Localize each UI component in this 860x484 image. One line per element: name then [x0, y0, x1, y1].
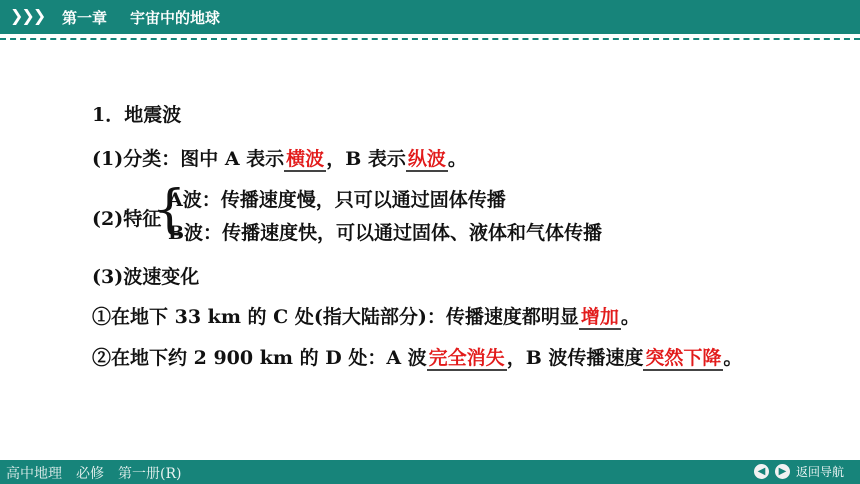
header-bar: [0, 0, 860, 34]
brace-icon: {: [153, 180, 187, 240]
next-arrow-icon[interactable]: ▶: [775, 464, 790, 479]
speed-d-mid: ，B 波传播速度: [506, 347, 644, 369]
answer-blank-d1: 完全消失: [428, 347, 505, 369]
header-divider: [0, 38, 860, 40]
speed-c-end: 。: [620, 306, 640, 328]
speed-d-end: 。: [723, 347, 743, 369]
classification-line: [92, 144, 467, 172]
feature-label: (2)特征: [92, 208, 162, 230]
classification-text: (1)分类：图中 A 表示: [92, 148, 285, 170]
classification-mid: ，B 表示: [326, 148, 406, 170]
chapter-label: 第一章: [62, 9, 108, 27]
speed-d-text: ②在地下约 2 900 km 的 D 处：A 波: [92, 347, 427, 369]
answer-blank-a: 横波: [286, 148, 325, 170]
back-to-nav-link[interactable]: 返回导航: [795, 465, 844, 479]
chevron-icon: ❯❯❯: [10, 6, 45, 25]
nav-group: [754, 463, 844, 480]
speed-change-c: [92, 302, 640, 330]
section-heading: 1．地震波: [92, 104, 182, 126]
chapter-title: 宇宙中的地球: [130, 9, 221, 27]
prev-arrow-icon[interactable]: ◀: [754, 464, 769, 479]
speed-c-text: ①在地下 33 km 的 C 处(指大陆部分)：传播速度都明显: [92, 306, 579, 328]
answer-blank-c: 增加: [580, 306, 619, 328]
speed-heading: (3)波速变化: [92, 266, 200, 288]
footer-bar: [0, 460, 860, 484]
feature-b: B波：传播速度快，可以通过固体、液体和气体传播: [168, 222, 603, 244]
answer-blank-b: 纵波: [407, 148, 446, 170]
feature-a: A波：传播速度慢，只可以通过固体传播: [168, 189, 506, 211]
book-title: 高中地理 必修 第一册(R): [6, 466, 182, 482]
speed-change-d: [92, 343, 742, 371]
answer-blank-d2: 突然下降: [645, 347, 722, 369]
classification-end: 。: [447, 148, 467, 170]
